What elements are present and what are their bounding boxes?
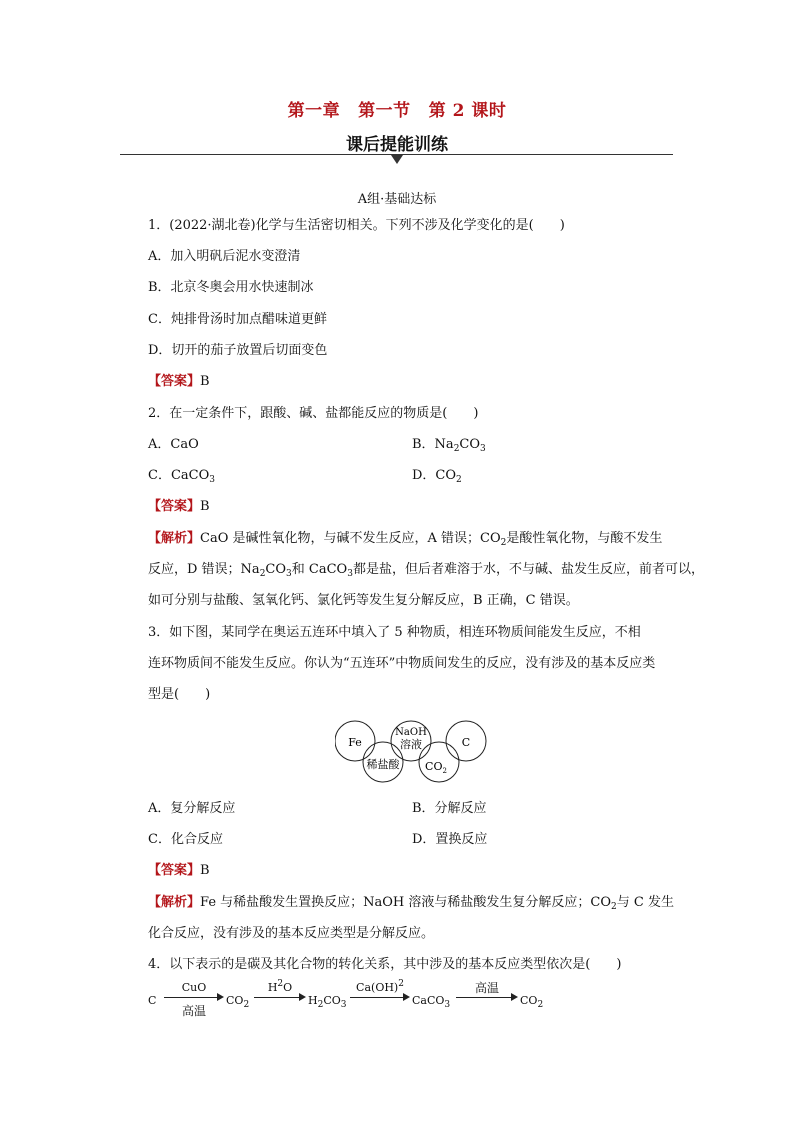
chain-h2co3: $H_2CO_3$ <box>308 994 347 1010</box>
q2-option-c: C．CaCO$_3$ <box>148 468 215 485</box>
arrow-3: Ca(OH)$^2$ <box>350 983 410 1003</box>
chain-c: C <box>148 994 157 1007</box>
q2-option-d: D．$CO_2$ <box>412 468 462 485</box>
q1-option-d: D．切开的茄子放置后切面变色 <box>148 343 328 358</box>
arrow-head-icon <box>403 993 410 1001</box>
conversion-chain <box>148 979 568 1023</box>
q3-option-d: D．置换反应 <box>412 832 488 847</box>
triangle-marker-icon <box>391 155 403 164</box>
q3-answer-label: 【答案】 <box>148 863 201 878</box>
q2-option-b: B．$Na_2CO_3$ <box>412 437 486 454</box>
q1-option-b: B．北京冬奥会用水快速制冰 <box>148 280 314 295</box>
q2-answer <box>148 497 210 517</box>
q3-option-b: B．分解反应 <box>412 801 487 816</box>
arrow-head-icon <box>217 993 224 1001</box>
q3-option-c: C．化合反应 <box>148 832 223 847</box>
q3-answer-value: B <box>200 863 210 878</box>
q2-answer-value: B <box>200 499 210 514</box>
q2-option-a: A．CaO <box>148 437 199 452</box>
ring-hcl-label: 稀盐酸 <box>366 758 400 771</box>
arrow-head-icon <box>299 993 306 1001</box>
chain-co2-a: $CO_2$ <box>226 994 250 1010</box>
ring-fe-label: Fe <box>348 736 362 749</box>
chapter-label: 第一章 <box>287 101 341 121</box>
q2-analysis-line-2: 反应，D 错误；$Na_2CO_3$和 CaCO$_3$都是盐，但后者难溶于水，不与碱、盐发生反应，前者可以， <box>148 562 704 579</box>
chapter-title <box>0 96 794 121</box>
arrow-1: CuO 高温 <box>164 983 224 1003</box>
ring-c-label: C <box>461 736 471 749</box>
q1-answer-label: 【答案】 <box>148 374 201 389</box>
arrow-head-icon <box>511 993 518 1001</box>
q3-stem-line-2: 连环物质间不能发生反应。你认为“五连环”中物质间发生的反应，没有涉及的基本反应类 <box>148 656 656 671</box>
section-label: 第一节 <box>358 101 411 121</box>
lesson-label: 第 2 课时 <box>428 101 507 121</box>
group-label: A组·基础达标 <box>357 192 437 207</box>
q2-analysis-line-1: 【解析】CaO 是碱性氧化物，与碱不发生反应，A 错误；$CO_2$是酸性氧化物，与酸不发生 <box>148 531 663 548</box>
q3-analysis-line-2: 化合反应，没有涉及的基本反应类型是分解反应。 <box>148 926 435 941</box>
q3-stem-line-3: 型是( ) <box>148 687 211 702</box>
q1-answer-value: B <box>200 374 210 389</box>
chain-caco3: CaCO$_3$ <box>412 994 451 1010</box>
q3-option-a: A．复分解反应 <box>148 801 236 816</box>
q3-answer <box>148 861 210 881</box>
q2-stem: 2．在一定条件下，跟酸、碱、盐都能反应的物质是( ) <box>148 406 479 421</box>
q1-option-c: C．炖排骨汤时加点醋味道更鲜 <box>148 312 327 327</box>
q2-analysis-line-3: 如可分别与盐酸、氢氧化钙、氯化钙等发生复分解反应，B 正确，C 错误。 <box>148 593 579 608</box>
q1-stem: 1．(2022·湖北卷)化学与生活密切相关。下列不涉及化学变化的是( ) <box>148 218 565 233</box>
q3-stem-line-1: 3．如下图，某同学在奥运五连环中填入了 5 种物质，相连环物质间能发生反应，不相 <box>148 625 641 640</box>
olympic-rings-diagram <box>335 717 495 787</box>
chain-co2-b: $CO_2$ <box>520 994 544 1010</box>
q1-option-a: A．加入明矾后泥水变澄清 <box>148 249 301 264</box>
q1-answer <box>148 372 210 392</box>
arrow-4: 高温 <box>456 983 518 1003</box>
arrow-2: $H^2O$ <box>254 983 306 1003</box>
page-subtitle: 课后提能训练 <box>346 135 448 155</box>
ring-naoh-label-2: 溶液 <box>400 738 422 751</box>
ring-naoh-label: NaOH <box>395 727 427 738</box>
q4-stem: 4．以下表示的是碳及其化合物的转化关系，其中涉及的基本反应类型依次是( ) <box>148 957 622 972</box>
q2-answer-label: 【答案】 <box>148 499 201 514</box>
ring-co2-label: $CO_2$ <box>425 760 447 775</box>
q3-analysis-line-1: 【解析】Fe 与稀盐酸发生置换反应；NaOH 溶液与稀盐酸发生复分解反应；$CO_2$与 C 发生 <box>148 895 674 912</box>
